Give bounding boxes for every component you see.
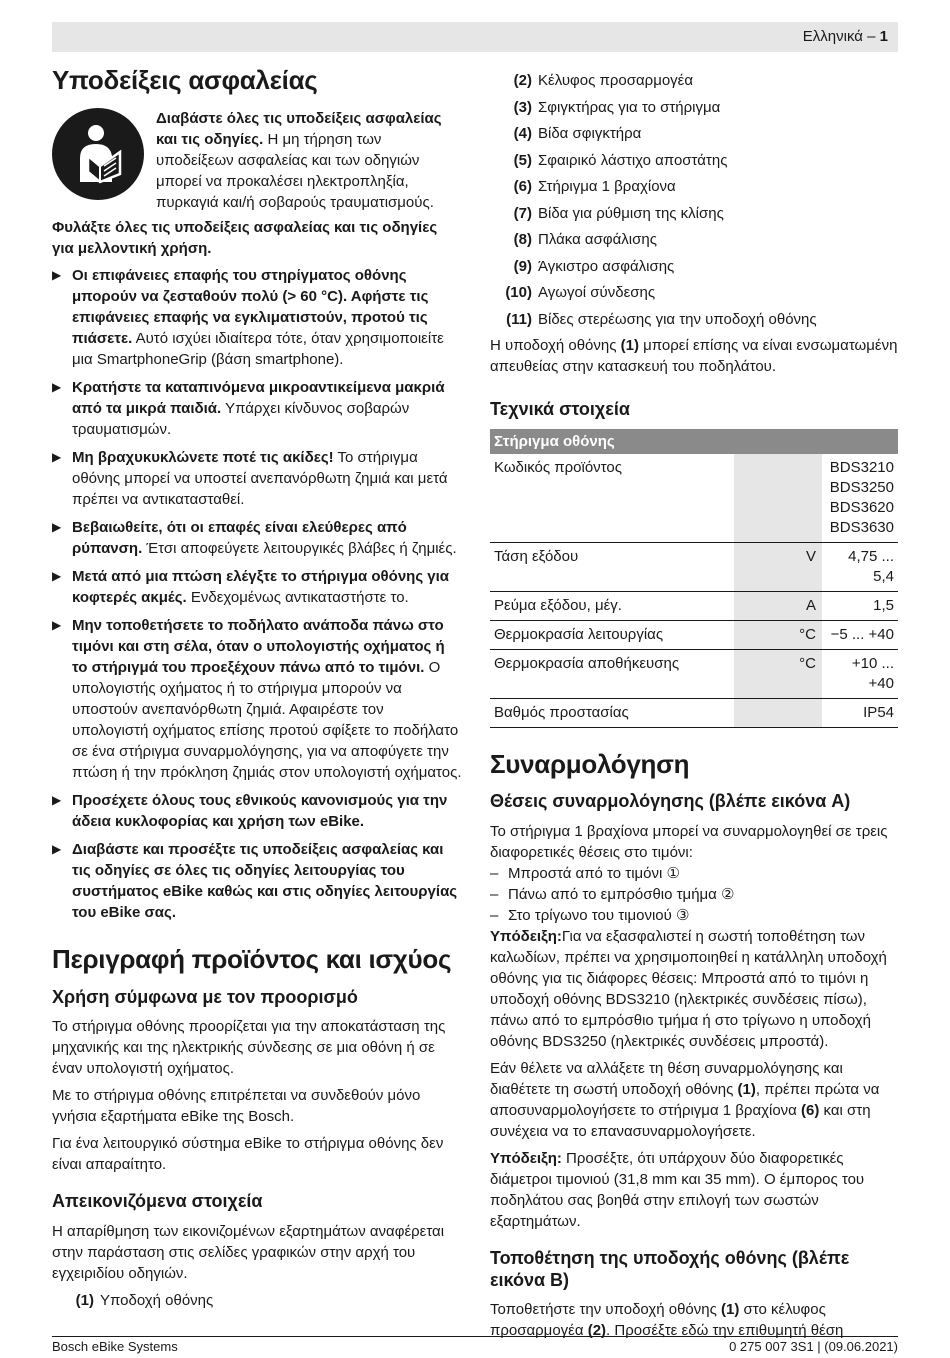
safety-bullet — [52, 265, 462, 370]
list-item — [490, 256, 898, 277]
table-row — [490, 698, 898, 727]
row-value: +10 ... +40 — [822, 649, 898, 698]
row-label: Θερμοκρασία λειτουργίας — [490, 620, 734, 649]
item-label: Αγωγοί σύνδεσης — [538, 284, 656, 301]
item-label: Στήριγμα 1 βραχίονα — [538, 178, 676, 195]
list-item — [490, 282, 898, 303]
code-value: BDS3630 — [829, 518, 894, 536]
note-text: Για να εξασφαλιστεί η σωστή τοποθέτηση των καλωδίων, πρέπει να χρησιμοποιηθεί η κατάλληλη υποδοχή οθόνης για τις διάφορες θέσεις: Μπροστά από το τιμόνι η υποδοχή οθόνης BDS3210 (ηλεκτρικές συνδέσεις πίσω), πάνω από το εμπρόσθιο τμήμα ή στο τρίγωνο η υποδοχή οθόνης BDS3250 (ηλεκτρικές συνδέσεις μπροστά). — [490, 928, 887, 1051]
list-item: – Μπροστά από το τιμόνι ① — [490, 863, 898, 884]
assembly-title: Συναρμολόγηση — [490, 748, 690, 779]
para-ref: (6) — [801, 1102, 820, 1120]
mount-title: Τοποθέτηση της υποδοχής οθόνης (βλέπε εικόνα B) — [490, 1248, 850, 1290]
list-item — [490, 123, 898, 144]
table-header-row — [490, 429, 898, 454]
bullet-bold: Βεβαιωθείτε, ότι οι επαφές είναι ελεύθερες από ρύπανση. — [72, 518, 407, 557]
item-label: Σφιγκτήρας για το στήριγμα — [538, 98, 721, 116]
mount-paragraph — [490, 1299, 898, 1341]
safety-bullet — [52, 839, 462, 923]
row-unit: V — [734, 542, 822, 591]
list-item — [490, 229, 898, 250]
note-ref: (1) — [620, 337, 639, 354]
note-label: Υπόδειξη: — [490, 928, 562, 946]
item-label: Κέλυφος προσαρμογέα — [538, 72, 694, 89]
note-text: μπορεί επίσης να είναι ενσωματωμένη απευθείας στην κατασκευή του ποδηλάτου. — [490, 337, 898, 375]
row-unit — [734, 698, 822, 727]
components-list-left — [52, 1290, 462, 1311]
item-number: (3) — [513, 98, 532, 116]
item-number: (5) — [513, 151, 532, 169]
para-text: στο κέλυφος προσαρμογέα — [490, 1301, 826, 1340]
safety-bullet — [52, 377, 462, 440]
bullet-text: Ο υπολογιστής οχήματος ή το στήριγμα μπορούν να υποστούν ανεπανόρθωτη ζημιά. Αφαιρέστε τον υπολογιστή οχήματος επίσης προτού σφίξετε το ποδήλατο σε ένα στήριγμα συναρμολόγησης, για να αποφύγετε την πτώση ή την πρόκληση ζημιάς στον υπολογιστή οχήματος. — [72, 658, 462, 781]
tech-title: Τεχνικά στοιχεία — [490, 399, 630, 419]
positions-title: Θέσεις συναρμολόγησης (βλέπε εικόνα A) — [490, 791, 851, 812]
bullet-bold: Οι επιφάνειες επαφής του στηρίγματος οθόνης μπορούν να ζεσταθούν πολύ (> 60 °C). Αφήστε τις επιφάνειες επαφής να εγκλιματιστούν, προτού τις πιάσετε. — [72, 266, 429, 347]
table-row — [490, 620, 898, 649]
item-label: Σφαιρικό λάστιχο αποστάτης — [538, 151, 728, 169]
page-number: 1 — [879, 28, 888, 45]
item-number: (6) — [513, 178, 532, 195]
row-unit: A — [734, 591, 822, 620]
right-column — [490, 70, 898, 1341]
safety-bullets — [52, 265, 462, 923]
bullet-text: Υπάρχει κίνδυνος σοβαρών τραυματισμών. — [72, 399, 410, 438]
bullet-text: Έτσι αποφεύγετε λειτουργικές βλάβες ή ζημιές. — [142, 539, 457, 557]
para-text: Εάν θέλετε να αλλάξετε τη θέση συναρμολόγησης και διαθέτετε τη σωστή υποδοχή οθόνης — [490, 1060, 843, 1099]
item-label: Πλάκα ασφάλισης — [538, 231, 657, 248]
safety-warning-text — [156, 108, 462, 213]
components-title: Απεικονιζόμενα στοιχεία — [52, 1191, 263, 1212]
bullet-bold: Προσέχετε όλους τους εθνικούς κανονισμούς για την άδεια κυκλοφορίας και χρήση των eBike. — [72, 791, 448, 830]
row-label: Ρεύμα εξόδου, μέγ. — [490, 591, 734, 620]
para-text: . Προσέξτε εδώ την επιθυμητή θέση — [606, 1322, 844, 1340]
safety-bullet — [52, 447, 462, 510]
item-number: (2) — [513, 72, 532, 89]
row-unit — [734, 454, 822, 543]
positions-intro: Το στήριγμα 1 βραχίονα μπορεί να συναρμολογηθεί σε τρεις διαφορετικές θέσεις στο τιμόνι: — [490, 823, 888, 862]
header-separator: – — [862, 28, 880, 45]
footer-doc-id: 0 275 007 3S1 | (09.06.2021) — [729, 1339, 898, 1354]
page-header — [52, 22, 898, 52]
row-value: −5 ... +40 — [822, 620, 898, 649]
row-label: Κωδικός προϊόντος — [490, 454, 734, 543]
bullet-bold: Μην τοποθετήσετε το ποδήλατο ανάποδα πάνω στο τιμόνι και στη σέλα, όταν ο υπολογιστής οχήματος ή το στήριγμά του προεξέχουν πάνω από το τιμόνι. — [72, 616, 445, 676]
row-label: Θερμοκρασία αποθήκευσης — [490, 649, 734, 698]
tech-table — [490, 429, 898, 728]
row-unit: °C — [734, 649, 822, 698]
item-number: (8) — [513, 231, 532, 248]
list-item — [490, 309, 898, 330]
list-item — [52, 1290, 462, 1311]
warning-bold: Διαβάστε όλες τις υποδείξεις ασφαλείας και τις οδηγίες. — [156, 109, 442, 148]
footer-company: Bosch eBike Systems — [52, 1339, 178, 1354]
safety-warning-block — [52, 108, 462, 213]
display-holder-note — [490, 335, 898, 377]
para-ref: (1) — [721, 1301, 740, 1319]
code-value: BDS3620 — [829, 498, 894, 516]
bullet-text: Το στήριγμα οθόνης μπορεί να υποστεί ανεπανόρθωτη ζημιά και μετά πρέπει να αντικατασταθεί. — [72, 448, 448, 508]
positions-note2 — [490, 1148, 898, 1232]
left-column — [52, 66, 462, 1316]
row-value: 1,5 — [822, 591, 898, 620]
note-text: Η υποδοχή οθόνης — [490, 337, 621, 354]
product-title: Περιγραφή προϊόντος και ισχύος — [52, 943, 452, 974]
list-item — [490, 176, 898, 197]
list-item: – Στο τρίγωνο του τιμονιού ③ — [490, 905, 898, 926]
bullet-bold: Μη βραχυκυκλώνετε ποτέ τις ακίδες! — [72, 448, 334, 466]
intended-use-p1: Το στήριγμα οθόνης προορίζεται για την αποκατάσταση της μηχανικής και της ηλεκτρικής σύνδεσης σε μια οθόνη ή σε έναν υπολογιστή οχήματος. — [52, 1018, 446, 1078]
para-ref: (2) — [587, 1322, 607, 1340]
header-text — [803, 28, 888, 45]
bullet-bold: Κρατήστε τα καταπινόμενα μικροαντικείμενα μακριά από τα μικρά παιδιά. — [72, 378, 445, 417]
components-list-right — [490, 70, 898, 330]
warning-normal: Η μη τήρηση των υποδείξεων ασφαλείας και των οδηγιών μπορεί να προκαλέσει ηλεκτροπληξία, πυρκαγιά και/ή σοβαρούς τραυματισμούς. — [156, 130, 434, 211]
intended-use-p2: Με το στήριγμα οθόνης επιτρέπεται να συνδεθούν μόνο γνήσια εξαρτήματα eBike της Bosch. — [52, 1087, 421, 1126]
para-ref: (1) — [737, 1081, 756, 1099]
footer-divider — [52, 1336, 898, 1337]
row-unit: °C — [734, 620, 822, 649]
list-item — [490, 70, 898, 91]
table-row — [490, 591, 898, 620]
item-label: Άγκιστρο ασφάλισης — [538, 257, 675, 275]
item-number: (1) — [75, 1291, 94, 1309]
list-item — [490, 150, 898, 171]
item-number: (7) — [513, 204, 532, 222]
para-text: και στη συνέχεια να το επανασυναρμολογήσετε. — [490, 1102, 871, 1141]
item-label: Βίδες στερέωσης για την υποδοχή οθόνης — [538, 310, 817, 328]
code-value: BDS3210 — [829, 458, 894, 476]
bullet-bold: Μετά από μια πτώση ελέγξτε το στήριγμα οθόνης για κοφτερές ακμές. — [72, 567, 450, 606]
table-row — [490, 542, 898, 591]
intended-use-p3: Για ένα λειτουργικό σύστημα eBike το στήριγμα οθόνης δεν είναι απαραίτητο. — [52, 1135, 444, 1174]
safety-bullet — [52, 615, 462, 783]
positions-list — [490, 863, 898, 926]
para-text: , πρέπει πρώτα να αποσυναρμολογήσετε το στήριγμα 1 βραχίονα — [490, 1081, 880, 1120]
item-label: Βίδα σφιγκτήρα — [538, 125, 642, 142]
item-number: (4) — [513, 125, 532, 142]
safety-bullet — [52, 566, 462, 608]
components-intro: Η απαρίθμηση των εικονιζομένων εξαρτημάτων αναφέρεται στην παράσταση στις σελίδες γραφικών στην αρχή του εγχειριδίου οδηγιών. — [52, 1222, 445, 1282]
bullet-text: Ενδεχομένως αντικαταστήστε το. — [186, 588, 409, 606]
row-label: Τάση εξόδου — [490, 542, 734, 591]
read-manual-icon — [52, 108, 144, 200]
item-number: (10) — [505, 284, 532, 301]
row-value — [822, 454, 898, 543]
table-row — [490, 454, 898, 543]
list-item — [490, 203, 898, 224]
bullet-text: Αυτό ισχύει ιδιαίτερα τότε, όταν χρησιμοποιείτε μια SmartphoneGrip (βάση smartphone). — [72, 329, 444, 368]
table-row — [490, 649, 898, 698]
positions-p2 — [490, 1058, 898, 1142]
note-label: Υπόδειξη: — [490, 1150, 562, 1168]
safety-bullet — [52, 517, 462, 559]
safety-bullet — [52, 790, 462, 832]
item-label: Βίδα για ρύθμιση της κλίσης — [538, 204, 724, 222]
table-header: Στήριγμα οθόνης — [490, 429, 898, 454]
row-value: 4,75 ... 5,4 — [822, 542, 898, 591]
code-value: BDS3250 — [829, 478, 894, 496]
list-item — [490, 97, 898, 118]
item-number: (9) — [513, 257, 532, 275]
keep-instructions: Φυλάξτε όλες τις υποδείξεις ασφαλείας και τις οδηγίες για μελλοντική χρήση. — [52, 218, 438, 257]
para-text: Τοποθετήστε την υποδοχή οθόνης — [490, 1301, 722, 1319]
item-label: Υποδοχή οθόνης — [100, 1291, 214, 1309]
bullet-bold: Διαβάστε και προσέξτε τις υποδείξεις ασφαλείας και τις οδηγίες σε όλες τις οδηγίες λειτουργίας του συστήματος eBike καθώς και στις οδηγίες λειτουργίας του eBike σας. — [72, 840, 458, 921]
header-language: Ελληνικά — [802, 28, 863, 45]
note-text: Προσέξτε, ότι υπάρχουν δύο διαφορετικές διάμετροι τιμονιού (31,8 mm και 35 mm). Ο έμπορος του ποδηλάτου σας βοηθά στην επιλογή των σωστών εξαρτημάτων. — [490, 1150, 865, 1231]
item-number: (11) — [506, 310, 532, 328]
safety-title: Υποδείξεις ασφαλείας — [52, 65, 318, 95]
row-label: Βαθμός προστασίας — [490, 698, 734, 727]
list-item: – Πάνω από το εμπρόσθιο τμήμα ② — [490, 884, 898, 905]
positions-note1 — [490, 926, 898, 1052]
intended-use-title: Χρήση σύμφωνα με τον προορισμό — [52, 986, 358, 1007]
row-value: IP54 — [822, 698, 898, 727]
